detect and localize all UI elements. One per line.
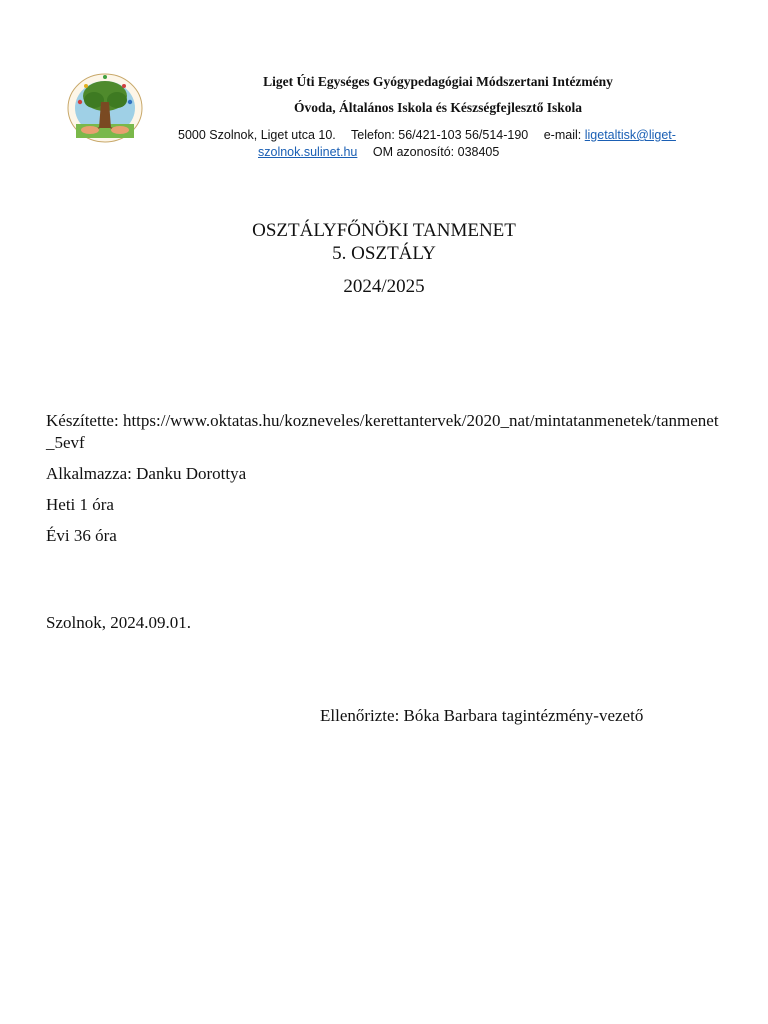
contact-line-2 — [258, 145, 499, 159]
contact-line — [178, 128, 676, 142]
phone-text: Telefon: 56/421-103 56/514-190 — [351, 128, 529, 142]
institution-subtitle: Óvoda, Általános Iskola és Készségfejlesztő Iskola — [294, 100, 582, 115]
weekly-hours: Heti 1 óra — [46, 495, 114, 514]
place-date: Szolnok, 2024.09.01. — [46, 613, 191, 632]
prepared-by: Készítette: https://www.oktatas.hu/kozneveles/kerettantervek/2020_nat/mintatanmenetek/tanmenet_5evf — [46, 411, 719, 452]
yearly-hours: Évi 36 óra — [46, 526, 117, 545]
school-year: 2024/2025 — [343, 276, 425, 297]
class-title: 5. OSZTÁLY — [332, 243, 436, 264]
email-label: e-mail: — [543, 128, 582, 142]
institution-name: Liget Úti Egységes Gyógypedagógiai Módszertani Intézmény — [263, 74, 613, 89]
email-link-continued[interactable]: szolnok.sulinet.hu — [258, 145, 358, 159]
address-text: 5000 Szolnok, Liget utca 10. — [178, 128, 336, 142]
checked-by: Ellenőrizte: Bóka Barbara tagintézmény-vezető — [320, 706, 644, 725]
email-link[interactable]: ligetaltisk@liget- — [584, 128, 676, 142]
document-title: OSZTÁLYFŐNÖKI TANMENET — [252, 220, 516, 241]
applied-by: Alkalmazza: Danku Dorottya — [46, 464, 247, 483]
school-logo — [66, 72, 144, 144]
om-id-text: OM azonosító: 038405 — [372, 145, 500, 159]
school-tree-logo-icon — [66, 72, 144, 144]
